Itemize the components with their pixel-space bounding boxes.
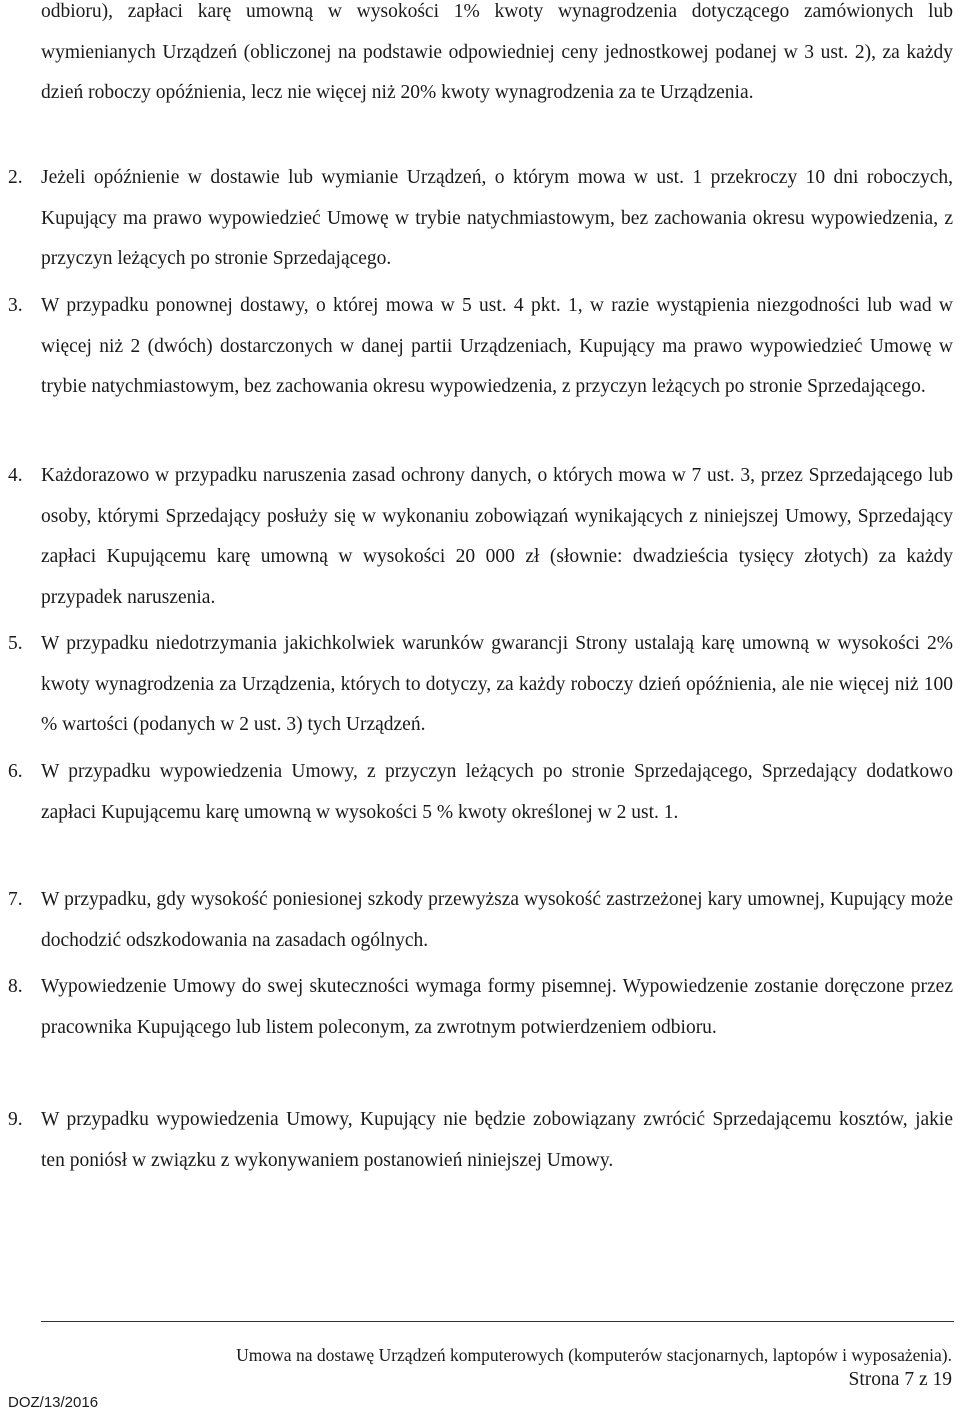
item-text: Jeżeli opóźnienie w dostawie lub wymianie Urządzeń, o którym mowa w ust. 1 przekroczy 10 dni roboczych, Kupujący ma prawo wypowiedzieć Umowę w trybie natychmiastowym, bez zachowania okresu wypowiedzenia, z przyczyn leżących po stronie Sprzedającego. bbox=[41, 167, 953, 270]
item-text: W przypadku, gdy wysokość poniesionej szkody przewyższa wysokość zastrzeżonej kary umownej, Kupujący może dochodzić odszkodowania na zasadach ogólnych. bbox=[41, 889, 953, 951]
list-item-2 bbox=[0, 158, 960, 280]
list-item-7 bbox=[0, 880, 960, 961]
item-text: W przypadku wypowiedzenia Umowy, z przyczyn leżących po stronie Sprzedającego, Sprzedający dodatkowo zapłaci Kupującemu karę umowną w wysokości 5 % kwoty określonej w 2 ust. 1. bbox=[41, 761, 953, 823]
item-number: 9. bbox=[8, 1109, 23, 1130]
item-number: 4. bbox=[8, 465, 23, 486]
paragraph-text: odbioru), zapłaci karę umowną w wysokości 1% kwoty wynagrodzenia dotyczącego zamówionych lub wymienianych Urządzeń (obliczonej na podstawie odpowiedniej ceny jednostkowej podanej w 3 ust. 2), za każdy dzień roboczy opóźnienia, lecz nie więcej niż 20% kwoty wynagrodzenia za te Urządzenia. bbox=[41, 1, 953, 104]
item-number: 5. bbox=[8, 633, 23, 654]
list-item-3 bbox=[0, 286, 960, 408]
document-code: DOZ/13/2016 bbox=[8, 1394, 99, 1411]
list-item-5 bbox=[0, 624, 960, 746]
item-text: Wypowiedzenie Umowy do swej skuteczności wymaga formy pisemnej. Wypowiedzenie zostanie doręczone przez pracownika Kupującego lub listem poleconym, za zwrotnym potwierdzeniem odbioru. bbox=[41, 976, 953, 1038]
page-number: Strona 7 z 19 bbox=[848, 1369, 952, 1390]
footer-divider bbox=[41, 1321, 954, 1322]
list-item-9 bbox=[0, 1100, 960, 1181]
list-item-8 bbox=[0, 967, 960, 1048]
list-item-4 bbox=[0, 456, 960, 619]
item-number: 7. bbox=[8, 889, 23, 910]
list-item-6 bbox=[0, 752, 960, 833]
item-text: W przypadku wypowiedzenia Umowy, Kupujący nie będzie zobowiązany zwrócić Sprzedającemu kosztów, jakie ten poniósł w związku z wykonywaniem postanowień niniejszej Umowy. bbox=[41, 1109, 953, 1171]
item-number: 6. bbox=[8, 761, 23, 782]
item-number: 8. bbox=[8, 976, 23, 997]
continuation-paragraph bbox=[0, 0, 960, 114]
item-text: W przypadku niedotrzymania jakichkolwiek warunków gwarancji Strony ustalają karę umowną w wysokości 2% kwoty wynagrodzenia za Urządzenia, których to dotyczy, za każdy roboczy dzień opóźnienia, ale nie więcej niż 100 % wartości (podanych w 2 ust. 3) tych Urządzeń. bbox=[41, 633, 953, 736]
item-number: 3. bbox=[8, 295, 23, 316]
item-text: Każdorazowo w przypadku naruszenia zasad ochrony danych, o których mowa w 7 ust. 3, przez Sprzedającego lub osoby, którymi Sprzedający posłuży się w wykonaniu zobowiązań wynikających z niniejszej Umowy, Sprzedający zapłaci Kupującemu karę umowną w wysokości 20 000 zł (słownie: dwadzieścia tysięcy złotych) za każdy przypadek naruszenia. bbox=[41, 465, 953, 609]
footer-description: Umowa na dostawę Urządzeń komputerowych (komputerów stacjonarnych, laptopów i wyposażenia). bbox=[236, 1345, 952, 1365]
item-number: 2. bbox=[8, 167, 23, 188]
item-text: W przypadku ponownej dostawy, o której mowa w 5 ust. 4 pkt. 1, w razie wystąpienia niezgodności lub wad w więcej niż 2 (dwóch) dostarczonych w danej partii Urządzeniach, Kupujący ma prawo wypowiedzieć Umowę w trybie natychmiastowym, bez zachowania okresu wypowiedzenia, z przyczyn leżących po stronie Sprzedającego. bbox=[41, 295, 953, 398]
